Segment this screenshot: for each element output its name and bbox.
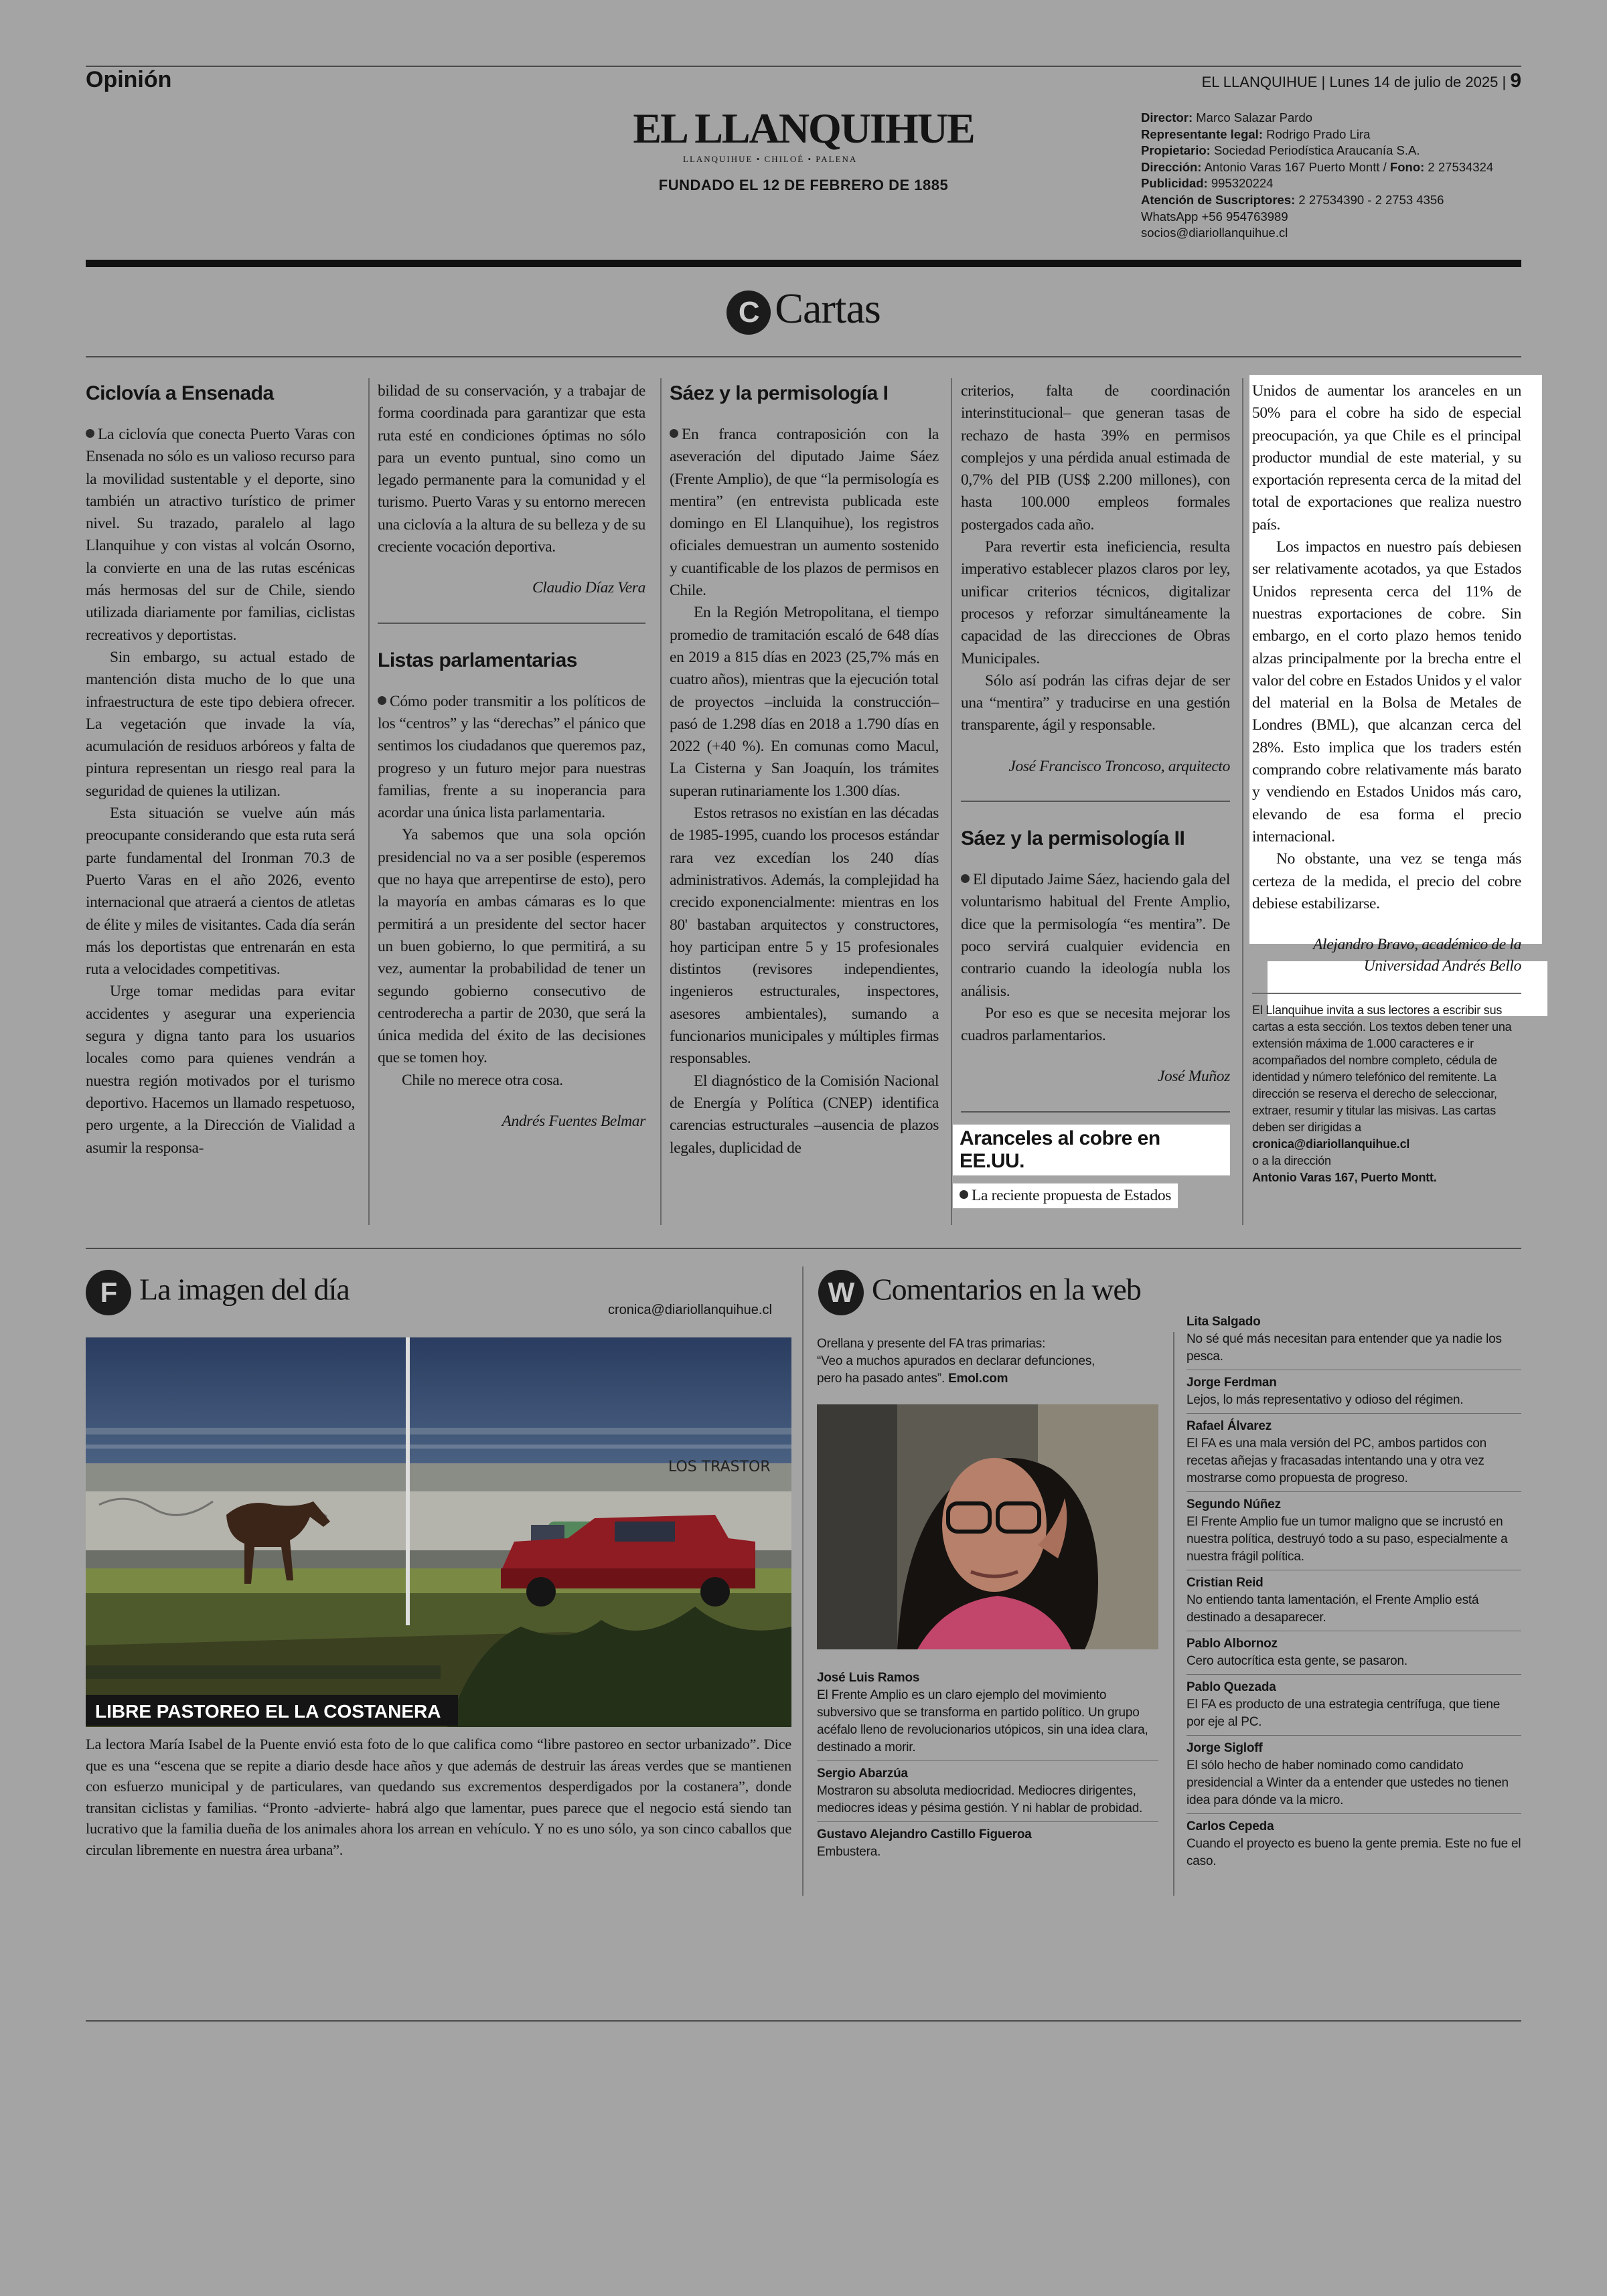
imagen-title: La imagen del día — [139, 1272, 350, 1307]
top-rule — [86, 66, 1521, 67]
letter-heading: Aranceles al cobre en EE.UU. — [953, 1125, 1230, 1175]
paragraph: El diagnóstico de la Comisión Nacional de Energía y Política (CNEP) identifica carencias estructurales –ausencia de plazos legales, duplicidad de — [670, 1072, 939, 1157]
paragraph: En franca contraposición con la aseveración del diputado Jaime Sáez (Frente Amplio), de que “la permisología es mentira” (en entrevista publicada este domingo en El Llanquihue), los registros oficiales demuestran un aumento sostenido y cuantificable de los plazos de permisos en Chile. — [670, 424, 939, 602]
paragraph: criterios, falta de coordinación interinstitucional– que generan tasas de rechazo de hasta 39% en permisos complejos y una pérdida anual estimada de 0,7% del PIB (US$ 2.200 millones), con hasta 100.000 empleos formales postergados cada año. — [961, 382, 1230, 534]
comment — [1187, 1374, 1521, 1409]
column-separator — [1242, 378, 1243, 1225]
photo-horse — [86, 1337, 791, 1727]
comment — [817, 1826, 1158, 1861]
comment — [1187, 1679, 1521, 1731]
letter-signature: Andrés Fuentes Belmar — [502, 1113, 645, 1131]
web-icon: W — [818, 1270, 864, 1315]
letter-ciclovia — [86, 378, 355, 1159]
masthead-rule — [86, 260, 1521, 267]
comment-author: Pablo Quezada — [1187, 1680, 1276, 1694]
comment — [1187, 1313, 1521, 1366]
paragraph: La ciclovía que conecta Puerto Varas con Ensenada no sólo es un valioso recurso para la movilidad sustentable y el deporte, sino también un atractivo turístico de primer nivel. Su trazado, paralelo al lago Llanquihue y con vistas al volcán Osorno, la convierte en una de las rutas escénicas más hermosas del sur de Chile, siendo utilizada diariamente por familias, ciclistas recreativos y deportistas. — [86, 424, 355, 647]
imagen-email[interactable]: cronica@diariollanquihue.cl — [608, 1303, 772, 1317]
column-separator — [660, 378, 662, 1225]
staff-line: Atención de Suscriptores: 2 27534390 - 2 2753 4356 — [1141, 192, 1444, 207]
column-separator — [368, 378, 370, 1225]
paragraph: La reciente propuesta de Estados — [953, 1183, 1178, 1208]
comment-text: Embustera. — [817, 1845, 881, 1859]
info-text: El Llanquihue invita a sus lectores a escribir sus cartas a esta sección. Los textos deben tener una extensión máxima de 1.000 caracteres e ir acompañados del nombre completo, cédula de identidad y número telefónico del remitente. La dirección se reserva el derecho de seleccionar, extraer, resumir y titular las misivas. Las cartas deben ser dirigidas a — [1252, 1003, 1512, 1134]
letter-signature: José Francisco Troncoso, arquitecto — [1008, 757, 1230, 775]
comment — [1187, 1418, 1521, 1487]
column-separator — [1173, 1332, 1174, 1896]
comment — [1187, 1740, 1521, 1809]
logo-subtitle: LLANQUIHUE • CHILOÉ • PALENA — [683, 154, 858, 164]
comment-text: El FA es una mala versión del PC, ambos partidos con recetas añejas y fracasadas intentando una y otra vez mostrarse como propuesta de progreso. — [1187, 1437, 1486, 1485]
portrait-photo — [817, 1404, 1158, 1649]
letter-divider — [961, 801, 1230, 802]
info-email[interactable]: cronica@diariollanquihue.cl — [1252, 1137, 1410, 1151]
comment-author: Gustavo Alejandro Castillo Figueroa — [817, 1827, 1032, 1841]
staff-line: Dirección: Antonio Varas 167 Puerto Montt / Fono: 2 27534324 — [1141, 159, 1494, 174]
paragraph: En la Región Metropolitana, el tiempo promedio de tramitación escaló de 648 días en 2019 a 815 días en 2023 (25,7% más en cuatro años), mientras que la ejecución total de proyectos –incluida la construcción– pasó de 1.298 días en 2018 a 1.790 días en 2022 (+40 %). En comunas como Macul, La Cisterna y San Joaquín, los trámites superan rutinariamente los 1.300 días. — [670, 604, 939, 800]
paragraph: Chile no merece otra cosa. — [402, 1071, 563, 1089]
paragraph: Esta situación se vuelve aún más preocupante considerando que esta ruta será parte fundamental del Ironman 70.3 de Puerto Varas en el año 2026, evento internacional que atraerá a cientos de atletas de élite y miles de visitantes. Cada día serán más los deportistas que entrenarán en esta ruta a velocidades competitivas. — [86, 805, 355, 979]
paragraph: bilidad de su conservación, y a trabajar de forma coordinada para garantizar que esta ruta esté en condiciones óptimas no sólo para un evento puntual, sino como un legado permanente para la comunidad y el turismo. Puerto Varas y su entorno merecen una ciclovía a la altura de su belleza y de su creciente vocación deportiva. — [378, 382, 645, 556]
paragraph: No obstante, una vez se tenga más certeza de la medida, el precio del cobre debiese estabilizarse. — [1252, 850, 1521, 912]
cartas-title: Cartas — [775, 284, 881, 332]
staff-line: Publicidad: 995320224 — [1141, 176, 1274, 191]
staff-line: Representante legal: Rodrigo Prado Lira — [1141, 127, 1371, 141]
comment-author: Cristian Reid — [1187, 1576, 1264, 1590]
letter-column-4 — [961, 380, 1230, 1208]
letter-heading: Sáez y la permisología II — [961, 827, 1185, 850]
comment-author: Sergio Abarzúa — [817, 1767, 908, 1781]
bottom-rule — [86, 2020, 1521, 2022]
letter-heading: Sáez y la permisología I — [670, 382, 889, 404]
photo-label: LIBRE PASTOREO EL LA COSTANERA — [95, 1701, 441, 1722]
paragraph: Urge tomar medidas para evitar accidentes y asegurar una experiencia segura y digna tanto para los usuarios locales como para quienes vendrán a nuestra región motivados por el turismo deportivo. Hacemos un llamado respetuoso, pero urgente, a la Dirección de Vialidad a asumir la responsa- — [86, 983, 355, 1157]
lead-title: Orellana y presente del FA tras primarias: — [817, 1337, 1046, 1351]
paragraph: El diputado Jaime Sáez, haciendo gala del voluntarismo habitual del Frente Amplio, dice que la permisología “es mentira”. De poco servirá cualquier evidencia en contrario cuando la ideología nubla los análisis. — [961, 869, 1230, 1003]
letter-permisologia-1 — [670, 378, 939, 1159]
letter-divider — [961, 1111, 1230, 1113]
comment-author: Rafael Álvarez — [1187, 1419, 1272, 1433]
founded-date: FUNDADO EL 12 DE FEBRERO DE 1885 — [658, 177, 949, 193]
comment — [1187, 1574, 1521, 1627]
comment-author: Pablo Albornoz — [1187, 1637, 1278, 1651]
comment-text: Mostraron su absoluta mediocridad. Mediocres dirigentes, mediocres ideas y pésima gestión. Y ni hablar de probidad. — [817, 1784, 1143, 1815]
comment-divider — [817, 1821, 1158, 1822]
comment — [1187, 1635, 1521, 1670]
staff-line: Propietario: Sociedad Periodística Araucanía S.A. — [1141, 143, 1420, 158]
woman-portrait — [817, 1404, 1158, 1649]
paragraph: Para revertir esta ineficiencia, resulta imperativo establecer plazos claros por ley, unificar criterios técnicos, digitalizar procesos y reforzar simultáneamente la capacidad de las direcciones de Obras Municipales. — [961, 538, 1230, 667]
page-number: 9 — [1510, 70, 1521, 92]
photo-caption: La lectora María Isabel de la Puente envió esta foto de lo que califica como “libre pastoreo en sector urbanizado”. Dice que es una “escena que se repite a diario desde hace años y que además de destruir las áreas verdes que se mantienen con esfuerzo municipal y de particulares, van quedando sus excrementos desperdigados por la costanera”, donde transitan ciclistas y familias. “Pronto -advierte- habrá algo que lamentar, pues parece que el negocio está siendo tan lucrativo que la familia dueña de los animales ahora los arrean en vehículo. Y no es uno sólo, ya son cinco caballos que circulan libremente en nuestra área urbana”. — [86, 1736, 791, 1858]
letters-info-box — [1252, 1002, 1521, 1186]
comments-left — [817, 1669, 1158, 1865]
paragraph: Los impactos en nuestro país debiesen ser relativamente acotados, ya que Estados Unidos representa cerca del 11% de nuestras exportaciones de cobre. Sin embargo, en el corto plazo hemos tenido alzas principalmente por la brecha entre el valor del cobre en Estados Unidos y el valor del material en la Bolsa de Metales de Londres (BML), que alcanzan cerca del 28%. Esto implica que los traders estén comprando cobre relativamente más barato y vendiendo en Estados Unidos más caro, elevando de esa forma el precio internacional. — [1252, 538, 1521, 845]
paragraph: Ya sabemos que una sola opción presidencial no va a ser posible (esperemos que no haya que arrepentirse de esto), pero la mayoría en ambas cámaras es lo que permitirá a un presidente del sector hacer un buen gobierno, lo que permitirá, a su vez, aumentar la probabilidad de tener un segundo gobierno consecutivo de centroderecha a partir de 2030, que será la única medida del éxito de las decisiones que se tomen hoy. — [378, 826, 645, 1067]
comment-text: No entiendo tanta lamentación, el Frente Amplio está destinado a desaparecer. — [1187, 1593, 1479, 1625]
section-rule — [86, 1248, 1521, 1249]
comment-divider — [1187, 1735, 1521, 1736]
comment-text: Cuando el proyecto es bueno la gente premia. Este no fue el caso. — [1187, 1837, 1521, 1868]
staff-line: WhatsApp +56 954763989 — [1141, 209, 1288, 224]
paragraph: Sólo así podrán las cifras dejar de ser una “mentira” y traducirse en una gestión transparente, ágil y responsable. — [961, 671, 1230, 734]
comment-author: Segundo Núñez — [1187, 1497, 1281, 1511]
graffiti: LOS TRASTOR — [668, 1459, 771, 1475]
comment-divider — [1187, 1413, 1521, 1414]
comment-divider — [1187, 1674, 1521, 1675]
paragraph: Estos retrasos no existían en las décadas de 1985-1995, cuando los procesos estándar rara vez excedían los 240 días administrativos. Además, la complejidad ha crecido exponencialmente: mientras en los 80' bastaban arquitectos y constructores, hoy participan entre 5 y 15 profesionales distintos (revisores independientes, ingenieros estructurales, inspectores, asesores ambientales), sumando a funcionarios municipales y múltiples firmas responsables. — [670, 805, 939, 1068]
comments-right — [1187, 1313, 1521, 1874]
imagen-icon: F — [86, 1270, 131, 1315]
comment — [817, 1669, 1158, 1756]
section-name: Opinión — [86, 67, 172, 92]
comment-text: Lejos, lo más representativo y odioso del régimen. — [1187, 1393, 1464, 1407]
info-or: o a la dirección — [1252, 1153, 1331, 1167]
comment-divider — [817, 1760, 1158, 1761]
masthead — [603, 104, 1004, 194]
comment — [1187, 1818, 1521, 1870]
column-separator — [951, 378, 952, 1225]
comment — [1187, 1496, 1521, 1566]
staff-line: socios@diariollanquihue.cl — [1141, 226, 1288, 240]
paragraph: Cómo poder transmitir a los políticos de los “centros” y las “derechas” el pánico que sentimos los ciudadanos que queremos paz, progreso y un futuro mejor para nuestras familias, frente a su inoperancia para acordar una única lista parlamentaria. — [378, 691, 645, 825]
comment-divider — [1187, 1813, 1521, 1814]
comment-text: El sólo hecho de haber nominado como candidato presidencial a Winter da a entender que ustedes no tienen idea para dónde va la micro. — [1187, 1758, 1509, 1807]
paragraph: Sin embargo, su actual estado de mantención dista mucho de lo que una infraestructura de este tipo debiera ofrecer. La vegetación que invade la vía, acumulación de residuos arbóreos y falta de pintura representan un riesgo real para la seguridad de quienes la utilizan. — [86, 648, 355, 800]
newspaper-logo: EL LLANQUIHUE — [633, 104, 974, 152]
lead-source: Emol.com — [945, 1372, 1008, 1386]
letter-signature: Alejandro Bravo, académico de la Universidad Andrés Bello — [1313, 936, 1521, 975]
comment-text: El FA es producto de una estrategia centrífuga, que tiene por eje al PC. — [1187, 1698, 1501, 1729]
column-separator — [802, 1266, 804, 1896]
web-header — [818, 1270, 1141, 1315]
staff-line: Director: Marco Salazar Pardo — [1141, 110, 1313, 125]
cartas-header — [0, 284, 1607, 335]
info-rule — [1252, 993, 1521, 994]
horse-photo — [86, 1337, 791, 1727]
letter-signature: José Muñoz — [1157, 1068, 1230, 1086]
comment-author: Carlos Cepeda — [1187, 1819, 1274, 1833]
paragraph: Por eso es que se necesita mejorar los cuadros parlamentarios. — [961, 1004, 1230, 1045]
folio: EL LLANQUIHUE | Lunes 14 de julio de 2025 | 9 — [1201, 70, 1521, 92]
comment-divider — [1187, 1491, 1521, 1492]
staff-box — [1141, 110, 1493, 242]
cartas-icon: C — [726, 291, 771, 335]
web-lead — [817, 1335, 1118, 1388]
lead-quote: “Veo a muchos apurados en declarar defunciones, pero ha pasado antes”. — [817, 1354, 1095, 1386]
comment-author: Jorge Sigloff — [1187, 1741, 1263, 1755]
comment-text: El Frente Amplio es un claro ejemplo del movimiento subversivo que se transforma en partido político. Un grupo acéfalo lleno de revolucionarios utópicos, sin una idea clara, destinado a morir. — [817, 1688, 1148, 1754]
paragraph: Unidos de aumentar los aranceles en un 50% para el cobre ha sido de especial preocupación, ya que Chile es el principal productor mundial de este material, y su exportación representa cerca de la mitad del total de exportaciones que realiza nuestro país. — [1252, 382, 1521, 534]
comment-text: Cero autocrítica esta gente, se pasaron. — [1187, 1654, 1407, 1668]
comment — [817, 1765, 1158, 1817]
comment-text: No sé qué más necesitan para entender que ya nadie los pesca. — [1187, 1332, 1502, 1364]
comment-author: José Luis Ramos — [817, 1671, 920, 1685]
letter-aranceles — [1252, 380, 1521, 1186]
web-title: Comentarios en la web — [872, 1272, 1141, 1307]
folio-date: Lunes 14 de julio de 2025 — [1329, 74, 1499, 90]
letter-divider — [378, 623, 645, 624]
comment-author: Jorge Ferdman — [1187, 1376, 1277, 1390]
folio-paper: EL LLANQUIHUE — [1201, 74, 1318, 90]
letter-heading: Ciclovía a Ensenada — [86, 382, 274, 404]
cartas-rule — [86, 356, 1521, 357]
comment-text: El Frente Amplio fue un tumor maligno que se incrustó en nuestra política, destruyó todo a su paso, especialmente a nuestra frágil política. — [1187, 1515, 1508, 1564]
comment-author: Lita Salgado — [1187, 1315, 1261, 1329]
info-address: Antonio Varas 167, Puerto Montt. — [1252, 1170, 1437, 1184]
imagen-header — [86, 1270, 350, 1315]
letter-heading: Listas parlamentarias — [378, 649, 577, 671]
letter-signature: Claudio Díaz Vera — [532, 579, 645, 597]
letter-column-2 — [378, 380, 645, 1155]
